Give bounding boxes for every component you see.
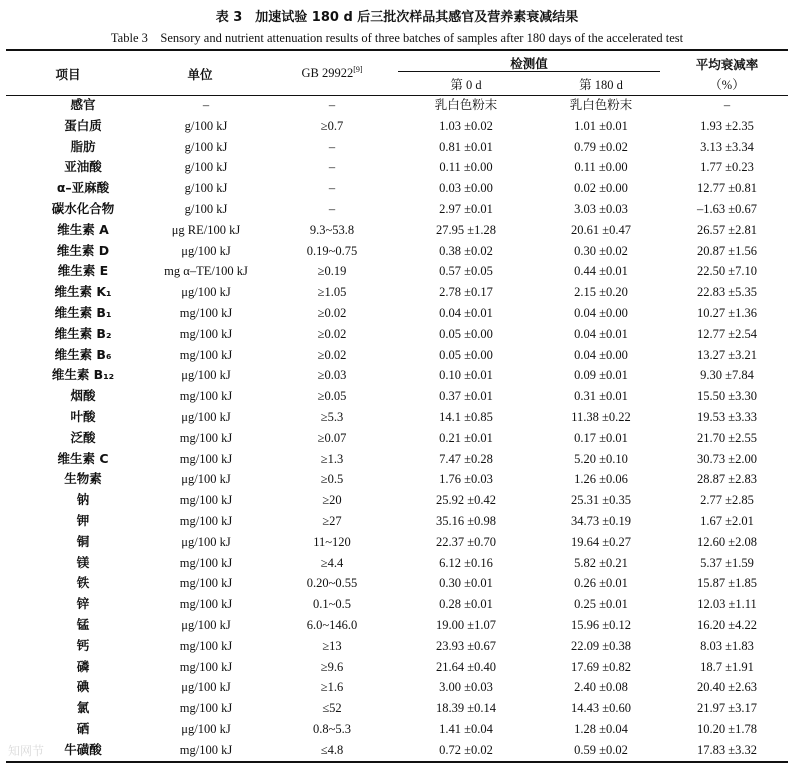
table-row: [6, 553, 788, 574]
cell-avg-rate: –: [723, 98, 731, 112]
cell-unit: g/100 kJ: [184, 118, 228, 133]
cell-item: 维生素 B₁₂: [51, 367, 115, 383]
table-row: [6, 345, 788, 366]
cell-unit: mg/100 kJ: [179, 305, 233, 320]
table-row: [6, 594, 788, 615]
table-top-rule: [6, 49, 788, 51]
table-row: [6, 282, 788, 303]
cell-avg-rate: 18.7 ±1.91: [700, 659, 754, 674]
cell-item: 维生素 B₁: [54, 304, 112, 320]
cell-standard: –: [328, 139, 336, 154]
cell-avg-rate: 2.77 ±2.85: [700, 493, 754, 508]
cell-day180: 5.20 ±0.10: [574, 451, 628, 466]
cell-standard: ≥0.02: [317, 347, 347, 362]
table-row: [6, 116, 788, 137]
table-row: [6, 95, 788, 116]
cell-item: 生物素: [64, 471, 102, 487]
table-row: [6, 365, 788, 386]
table-body: [6, 95, 788, 761]
cell-unit: –: [202, 98, 210, 112]
table-bottom-rule: [6, 761, 788, 763]
cell-day0: 14.1 ±0.85: [439, 409, 493, 424]
cell-day180: 0.04 ±0.00: [574, 347, 628, 362]
cell-unit: μg/100 kJ: [181, 285, 231, 300]
table-title-english: Table 3 Sensory and nutrient attenuation results of three batches of samples after 180 days of the accelerated test: [110, 31, 684, 45]
cell-standard: ≥4.4: [320, 555, 344, 570]
cell-day0: 27.95 ±1.28: [436, 222, 496, 237]
cell-unit: mg/100 kJ: [179, 597, 233, 612]
cell-day0: 0.11 ±0.00: [439, 160, 493, 175]
cell-day0: 18.39 ±0.14: [436, 701, 496, 716]
cell-day0: 23.93 ±0.67: [436, 638, 496, 653]
cell-avg-rate: 30.73 ±2.00: [697, 451, 757, 466]
cell-item: 锌: [76, 596, 90, 612]
cell-unit: mg/100 kJ: [179, 347, 233, 362]
cell-day0: 0.05 ±0.00: [439, 326, 493, 341]
cell-avg-rate: 12.77 ±0.81: [697, 181, 757, 196]
cell-avg-rate: 5.37 ±1.59: [700, 555, 754, 570]
watermark: 知网节: [8, 744, 45, 758]
table-row: [6, 324, 788, 345]
cell-item: 维生素 E: [57, 263, 109, 279]
cell-unit: μg/100 kJ: [181, 409, 231, 424]
cell-day180: 5.82 ±0.21: [574, 555, 628, 570]
cell-day180: 0.11 ±0.00: [574, 160, 628, 175]
cell-day0: 1.41 ±0.04: [439, 721, 493, 736]
cell-day180: 3.03 ±0.03: [574, 201, 628, 216]
cell-day0: 0.72 ±0.02: [439, 742, 493, 757]
cell-avg-rate: 1.93 ±2.35: [700, 118, 754, 133]
cell-unit: g/100 kJ: [184, 201, 228, 216]
cell-avg-rate: 28.87 ±2.83: [697, 472, 757, 487]
cell-standard: ≥0.02: [317, 305, 347, 320]
cell-day180: 22.09 ±0.38: [571, 638, 631, 653]
header-detected: 检测值: [510, 56, 548, 71]
cell-item: 维生素 D: [56, 242, 110, 258]
table-row: [6, 469, 788, 490]
header-day180: 第 180 d: [579, 78, 623, 92]
cell-day180: 0.04 ±0.00: [574, 305, 628, 320]
cell-unit: μg RE/100 kJ: [171, 222, 241, 237]
cell-unit: g/100 kJ: [184, 139, 228, 154]
cell-item: 铜: [76, 533, 90, 549]
cell-item: 蛋白质: [64, 117, 102, 133]
cell-unit: μg/100 kJ: [181, 368, 231, 383]
cell-item: 镁: [76, 554, 90, 570]
cell-standard: –: [328, 181, 336, 196]
table-row: [6, 532, 788, 553]
cell-day0: 0.81 ±0.01: [439, 139, 493, 154]
cell-day0: 7.47 ±0.28: [439, 451, 493, 466]
cell-unit: mg/100 kJ: [179, 451, 233, 466]
table-row: [6, 199, 788, 220]
cell-day180: 19.64 ±0.27: [571, 534, 631, 549]
cell-item: 磷: [76, 658, 90, 674]
cell-avg-rate: 10.27 ±1.36: [697, 305, 757, 320]
cell-item: 氯: [76, 700, 90, 716]
cell-day0: 0.57 ±0.05: [439, 264, 493, 279]
table-row: [6, 615, 788, 636]
cell-avg-rate: 15.50 ±3.30: [697, 389, 757, 404]
table-row: [6, 157, 788, 178]
cell-day0: 3.00 ±0.03: [439, 680, 493, 695]
cell-item: 感官: [70, 97, 96, 112]
cell-day0: 1.76 ±0.03: [439, 472, 493, 487]
cell-item: 维生素 K₁: [54, 284, 112, 300]
cell-unit: g/100 kJ: [184, 160, 228, 175]
cell-unit: μg/100 kJ: [181, 534, 231, 549]
cell-day0: 0.28 ±0.01: [439, 597, 493, 612]
table-row: [6, 428, 788, 449]
cell-standard: ≤4.8: [320, 742, 344, 757]
cell-avg-rate: 12.77 ±2.54: [697, 326, 757, 341]
cell-day0: 0.04 ±0.01: [439, 305, 493, 320]
cell-standard: ≥1.05: [317, 285, 347, 300]
cell-day0: 2.78 ±0.17: [439, 285, 493, 300]
table-row: [6, 636, 788, 657]
table-row: [6, 657, 788, 678]
cell-avg-rate: 12.03 ±1.11: [697, 597, 757, 612]
cell-standard: 9.3~53.8: [309, 222, 355, 237]
cell-avg-rate: 10.20 ±1.78: [697, 721, 757, 736]
cell-standard: 0.19~0.75: [306, 243, 358, 258]
cell-item: 硒: [76, 720, 90, 736]
cell-unit: μg/100 kJ: [181, 472, 231, 487]
cell-standard: ≥1.6: [320, 680, 344, 695]
cell-day180: 乳白色粉末: [569, 98, 633, 112]
cell-avg-rate: 20.40 ±2.63: [697, 680, 757, 695]
cell-unit: mg/100 kJ: [179, 701, 233, 716]
cell-standard: ≥5.3: [320, 409, 344, 424]
table-row: [6, 407, 788, 428]
cell-item: 钾: [76, 512, 90, 528]
cell-unit: μg/100 kJ: [181, 617, 231, 632]
cell-day180: 17.69 ±0.82: [571, 659, 631, 674]
table-row: [6, 490, 788, 511]
cell-avg-rate: 13.27 ±3.21: [697, 347, 757, 362]
header-standard-ref: [9]: [353, 65, 363, 74]
cell-standard: ≥13: [322, 638, 342, 653]
cell-day180: 0.30 ±0.02: [574, 243, 628, 258]
cell-standard: ≥0.03: [317, 368, 347, 383]
header-subrule: [398, 71, 660, 72]
cell-item: α–亚麻酸: [56, 180, 110, 196]
cell-avg-rate: 19.53 ±3.33: [697, 409, 757, 424]
cell-day180: 2.15 ±0.20: [574, 285, 628, 300]
cell-unit: μg/100 kJ: [181, 680, 231, 695]
table-row: [6, 740, 788, 761]
cell-day180: 0.25 ±0.01: [574, 597, 628, 612]
cell-standard: ≥0.05: [317, 389, 347, 404]
cell-avg-rate: 22.50 ±7.10: [697, 264, 757, 279]
cell-day180: 25.31 ±0.35: [571, 493, 631, 508]
cell-day0: 1.03 ±0.02: [439, 118, 493, 133]
cell-day180: 0.31 ±0.01: [574, 389, 628, 404]
table-row: [6, 178, 788, 199]
cell-day180: 0.09 ±0.01: [574, 368, 628, 383]
table-row: [6, 241, 788, 262]
cell-standard: ≥0.5: [320, 472, 344, 487]
cell-avg-rate: 21.97 ±3.17: [697, 701, 757, 716]
cell-day0: 乳白色粉末: [434, 98, 498, 112]
cell-standard: –: [328, 98, 336, 112]
cell-avg-rate: –1.63 ±0.67: [697, 201, 757, 216]
cell-day180: 0.17 ±0.01: [574, 430, 628, 445]
cell-item: 烟酸: [70, 388, 96, 404]
cell-item: 碘: [76, 679, 90, 695]
cell-item: 维生素 B₆: [54, 346, 112, 362]
cell-item: 钠: [76, 492, 90, 508]
header-standard-text: GB 29922: [301, 66, 354, 81]
cell-avg-rate: 17.83 ±3.32: [697, 742, 757, 757]
cell-standard: ≥20: [322, 493, 342, 508]
cell-standard: ≥1.3: [320, 451, 344, 466]
cell-avg-rate: 3.13 ±3.34: [700, 139, 754, 154]
header-item: 项目: [55, 67, 81, 82]
cell-day180: 0.59 ±0.02: [574, 742, 628, 757]
cell-standard: ≥0.7: [320, 118, 344, 133]
cell-day0: 35.16 ±0.98: [436, 513, 496, 528]
cell-avg-rate: 21.70 ±2.55: [697, 430, 757, 445]
cell-day0: 2.97 ±0.01: [439, 201, 493, 216]
cell-standard: ≤52: [322, 701, 342, 716]
cell-avg-rate: 1.77 ±0.23: [700, 160, 754, 175]
cell-standard: ≥27: [322, 513, 342, 528]
cell-day0: 0.21 ±0.01: [439, 430, 493, 445]
cell-unit: mg α–TE/100 kJ: [164, 264, 248, 279]
cell-item: 亚油酸: [64, 159, 102, 175]
cell-day180: 0.02 ±0.00: [574, 181, 628, 196]
table-row: [6, 386, 788, 407]
cell-item: 锰: [76, 616, 90, 632]
cell-day180: 1.01 ±0.01: [574, 118, 628, 133]
table-title-chinese: 表 3 加速试验 180 d 后三批次样品其感官及营养素衰减结果: [215, 10, 579, 25]
cell-item: 维生素 A: [57, 221, 109, 237]
cell-standard: ≥9.6: [320, 659, 344, 674]
cell-unit: μg/100 kJ: [181, 243, 231, 258]
cell-unit: mg/100 kJ: [179, 742, 233, 757]
cell-standard: 0.8~5.3: [312, 721, 351, 736]
cell-unit: g/100 kJ: [184, 181, 228, 196]
cell-day0: 0.03 ±0.00: [439, 181, 493, 196]
cell-avg-rate: 9.30 ±7.84: [700, 368, 754, 383]
cell-day0: 6.12 ±0.16: [439, 555, 493, 570]
cell-day180: 34.73 ±0.19: [571, 513, 631, 528]
cell-item: 铁: [76, 575, 90, 591]
cell-day0: 0.30 ±0.01: [439, 576, 493, 591]
table-row: [6, 573, 788, 594]
table-row: [6, 677, 788, 698]
cell-avg-rate: 26.57 ±2.81: [697, 222, 757, 237]
cell-unit: mg/100 kJ: [179, 389, 233, 404]
cell-day0: 21.64 ±0.40: [436, 659, 496, 674]
cell-item: 碳水化合物: [51, 200, 115, 216]
cell-item: 维生素 B₂: [54, 325, 112, 341]
cell-day180: 14.43 ±0.60: [571, 701, 631, 716]
cell-day180: 0.04 ±0.01: [574, 326, 628, 341]
cell-day180: 0.44 ±0.01: [574, 264, 628, 279]
cell-standard: 0.20~0.55: [306, 576, 358, 591]
header-avg-rate: 平均衰减率: [695, 57, 759, 72]
cell-item: 维生素 C: [57, 450, 109, 466]
cell-unit: mg/100 kJ: [179, 513, 233, 528]
cell-unit: mg/100 kJ: [179, 430, 233, 445]
header-avg-unit: （%）: [709, 78, 745, 92]
table-row: [6, 719, 788, 740]
cell-day0: 0.05 ±0.00: [439, 347, 493, 362]
header-day0: 第 0 d: [450, 78, 482, 92]
cell-standard: –: [328, 160, 336, 175]
header-unit: 单位: [187, 67, 213, 82]
cell-day180: 20.61 ±0.47: [571, 222, 631, 237]
cell-day180: 0.26 ±0.01: [574, 576, 628, 591]
cell-item: 叶酸: [70, 408, 96, 424]
table-row: [6, 511, 788, 532]
table-row: [6, 220, 788, 241]
cell-standard: 0.1~0.5: [312, 597, 351, 612]
table-row: [6, 303, 788, 324]
cell-day180: 2.40 ±0.08: [574, 680, 628, 695]
table-row: [6, 137, 788, 158]
cell-day0: 25.92 ±0.42: [436, 493, 496, 508]
cell-day0: 0.37 ±0.01: [439, 389, 493, 404]
cell-day180: 11.38 ±0.22: [571, 409, 631, 424]
cell-avg-rate: 22.83 ±5.35: [697, 285, 757, 300]
cell-avg-rate: 1.67 ±2.01: [700, 513, 754, 528]
cell-item: 脂肪: [70, 138, 96, 154]
table-row: [6, 449, 788, 470]
cell-unit: mg/100 kJ: [179, 638, 233, 653]
cell-standard: ≥0.07: [317, 430, 347, 445]
cell-unit: mg/100 kJ: [179, 576, 233, 591]
cell-unit: mg/100 kJ: [179, 555, 233, 570]
cell-avg-rate: 20.87 ±1.56: [697, 243, 757, 258]
table-row: [6, 261, 788, 282]
cell-item: 牛磺酸: [64, 741, 102, 757]
cell-avg-rate: 16.20 ±4.22: [697, 617, 757, 632]
header-standard: [262, 65, 402, 81]
cell-avg-rate: 8.03 ±1.83: [700, 638, 754, 653]
cell-item: 泛酸: [70, 429, 96, 445]
cell-standard: 11~120: [313, 534, 351, 549]
cell-item: 钙: [76, 637, 90, 653]
cell-day0: 0.38 ±0.02: [439, 243, 493, 258]
cell-unit: mg/100 kJ: [179, 326, 233, 341]
cell-standard: ≥0.02: [317, 326, 347, 341]
cell-day0: 19.00 ±1.07: [436, 617, 496, 632]
cell-day0: 22.37 ±0.70: [436, 534, 496, 549]
cell-unit: mg/100 kJ: [179, 659, 233, 674]
cell-unit: mg/100 kJ: [179, 493, 233, 508]
cell-standard: ≥0.19: [317, 264, 347, 279]
cell-standard: –: [328, 201, 336, 216]
cell-day180: 15.96 ±0.12: [571, 617, 631, 632]
cell-standard: 6.0~146.0: [306, 617, 358, 632]
cell-day180: 0.79 ±0.02: [574, 139, 628, 154]
cell-unit: μg/100 kJ: [181, 721, 231, 736]
cell-avg-rate: 15.87 ±1.85: [697, 576, 757, 591]
cell-day180: 1.28 ±0.04: [574, 721, 628, 736]
cell-day0: 0.10 ±0.01: [439, 368, 493, 383]
cell-day180: 1.26 ±0.06: [574, 472, 628, 487]
table-row: [6, 698, 788, 719]
cell-avg-rate: 12.60 ±2.08: [697, 534, 757, 549]
